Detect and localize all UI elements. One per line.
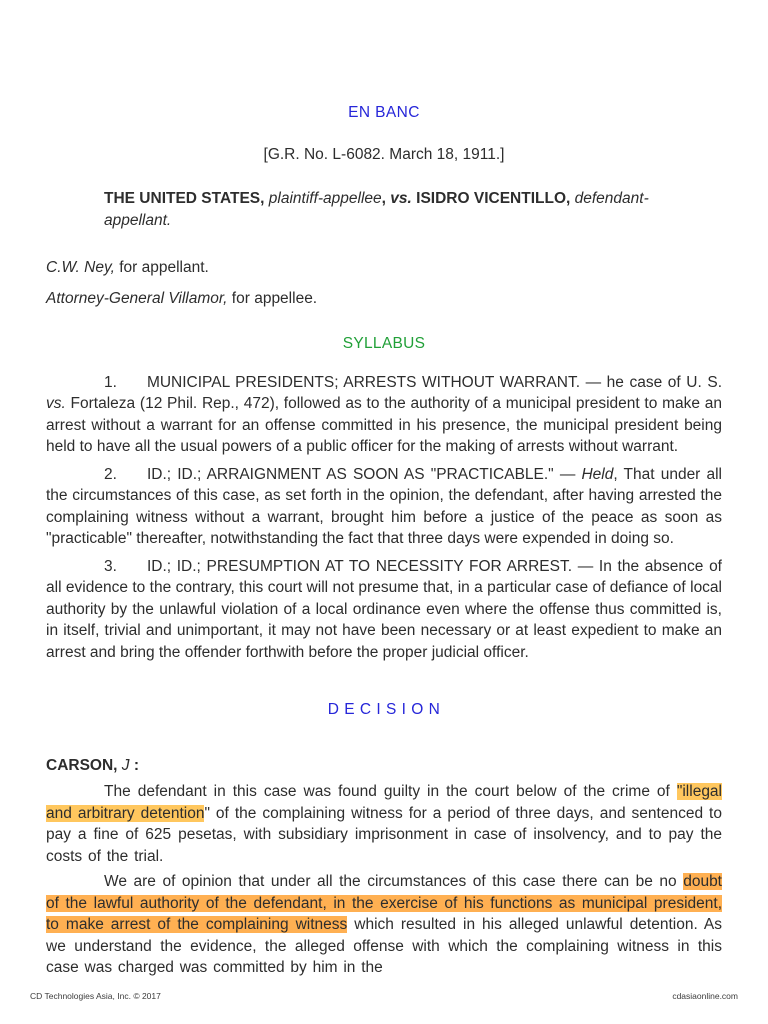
case-title: THE UNITED STATES, plaintiff-appellee, vs. ISIDRO VICENTILLO, defendant-appellant. [104, 190, 649, 229]
case-citation: [G.R. No. L-6082. March 18, 1911.] [263, 145, 505, 163]
syllabus-item-1: 1. MUNICIPAL PRESIDENTS; ARRESTS WITHOUT WARRANT. — he case of U. S. vs. Fortaleza (12 Phil. Rep., 472), followed as to the authority of a municipal president to make an arrest without a warrant for an offense committed in his presence, the municipal president being held to have all the usual powers of a public officer for the making of arrests without warrant. [46, 373, 722, 455]
syllabus-heading: SYLLABUS [342, 335, 426, 352]
decision-paragraph-1: The defendant in this case was found guilty in the court below of the crime of "illegal and arbitrary detention" of the complaining witness for a period of three days, and sentenced to pay a fine of 625 pesetas, with subsidiary imprisonment in case of insolvency, and to pay the costs of the trial. [46, 783, 722, 865]
decision-paragraph-2: We are of opinion that under all the circumstances of this case there can be no doubt of the lawful authority of the defendant, in the exercise of his functions as municipal president, to make arrest of the complaining witness which resulted in his alleged unlawful detention. As we understand the evidence, the alleged offense with which the complaining witness in this case was charged was committed by him in the [46, 873, 722, 976]
counsel-appellant: C.W. Ney, for appellant. [46, 259, 209, 276]
footer-publisher: CD Technologies Asia, Inc. © 2017 [30, 991, 161, 1001]
page-footer [30, 991, 738, 1002]
judge-line: CARSON, J : [46, 756, 140, 774]
decision-heading: D E C I S I O N [327, 701, 441, 718]
syllabus-item-2: 2. ID.; ID.; ARRAIGNMENT AS SOON AS "PRACTICABLE." — Held, That under all the circumstances of this case, as set forth in the opinion, the defendant, after having arrested the complaining witness without a warrant, brought him before a justice of the peace as soon as "practicable" thereafter, notwithstanding the fact that three days were expended in doing so. [46, 465, 722, 547]
division-heading: EN BANC [348, 104, 420, 121]
syllabus-item-3: 3. ID.; ID.; PRESUMPTION AT TO NECESSITY FOR ARREST. — In the absence of all evidence to the contrary, this court will not presume that, in a particular case of defiance of local authority by the unlawful violation of a local ordinance even where the offense thus committed is, in itself, trivial and unimportant, it may not have been necessary or at least expedient to make an arrest and bring the offender forthwith before the proper judicial officer. [46, 557, 722, 661]
footer-website: cdasiaonline.com [672, 991, 738, 1001]
counsel-appellee: Attorney-General Villamor, for appellee. [46, 289, 318, 307]
